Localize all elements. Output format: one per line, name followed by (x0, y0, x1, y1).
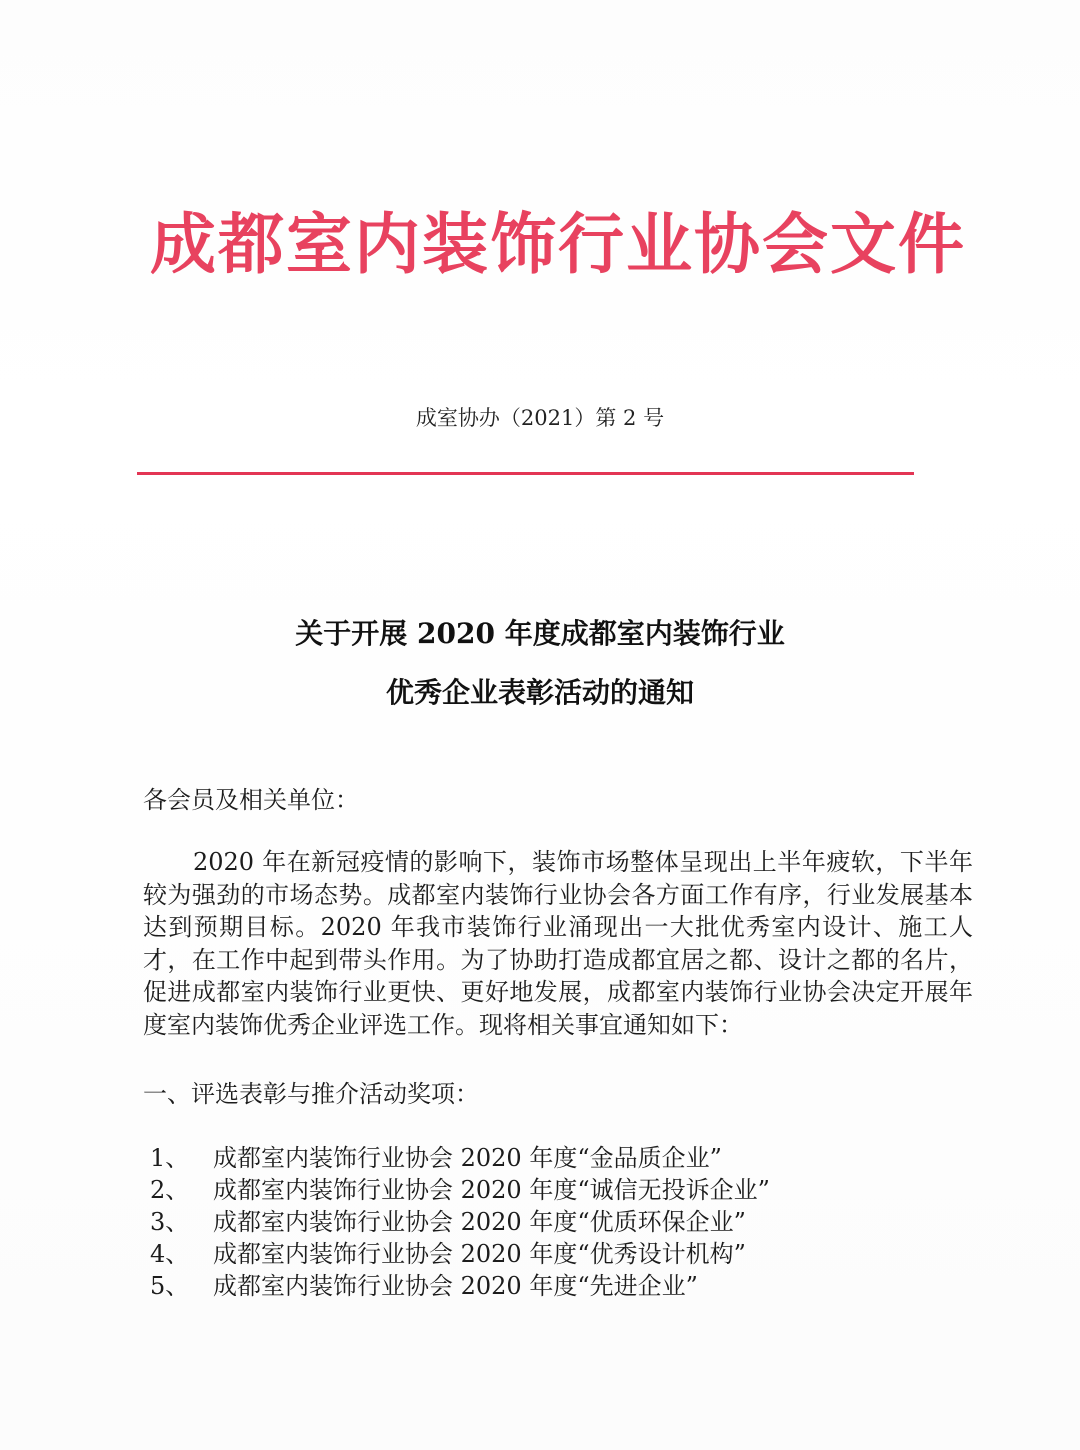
award-number: 3、 (150, 1208, 190, 1236)
organization-file-header: 成都室内装饰行业协会文件 (150, 206, 966, 283)
award-number: 4、 (150, 1240, 190, 1268)
notice-title-line-1: 关于开展 2020 年度成都室内装饰行业 (295, 617, 785, 650)
award-number: 2、 (150, 1176, 190, 1204)
list-item (150, 1238, 950, 1270)
body-paragraph: 2020 年在新冠疫情的影响下，装饰市场整体呈现出上半年疲软，下半年较为强劲的市场态势。成都室内装饰行业协会各方面工作有序，行业发展基本达到预期目标。2020 年我市装饰行业涌现出一大批优秀室内设计、施工人才，在工作中起到带头作用。为了协助打造成都宜居之都、设计之都的名片，促进成都室内装饰行业更快、更好地发展，成都室内装饰行业协会决定开展年度室内装饰优秀企业评选工作。现将相关事宜通知如下： (143, 848, 973, 1039)
list-item (150, 1142, 950, 1174)
award-name: 成都室内装饰行业协会 2020 年度“优质环保企业” (213, 1208, 746, 1236)
award-number: 5、 (150, 1272, 190, 1300)
list-item (150, 1206, 950, 1238)
award-name: 成都室内装饰行业协会 2020 年度“金品质企业” (213, 1144, 722, 1172)
document-number: 成室协办（2021）第 2 号 (415, 406, 665, 430)
salutation: 各会员及相关单位： (143, 786, 359, 814)
list-item (150, 1174, 950, 1206)
award-list (150, 1142, 950, 1302)
award-number: 1、 (150, 1144, 190, 1172)
award-name: 成都室内装饰行业协会 2020 年度“优秀设计机构” (213, 1240, 746, 1268)
award-name: 成都室内装饰行业协会 2020 年度“先进企业” (213, 1272, 698, 1300)
red-divider-line (137, 472, 914, 475)
award-name: 成都室内装饰行业协会 2020 年度“诚信无投诉企业” (213, 1176, 770, 1204)
list-item (150, 1270, 950, 1302)
section-heading-awards: 一、评选表彰与推介活动奖项： (143, 1080, 479, 1108)
notice-title-line-2: 优秀企业表彰活动的通知 (385, 676, 694, 709)
